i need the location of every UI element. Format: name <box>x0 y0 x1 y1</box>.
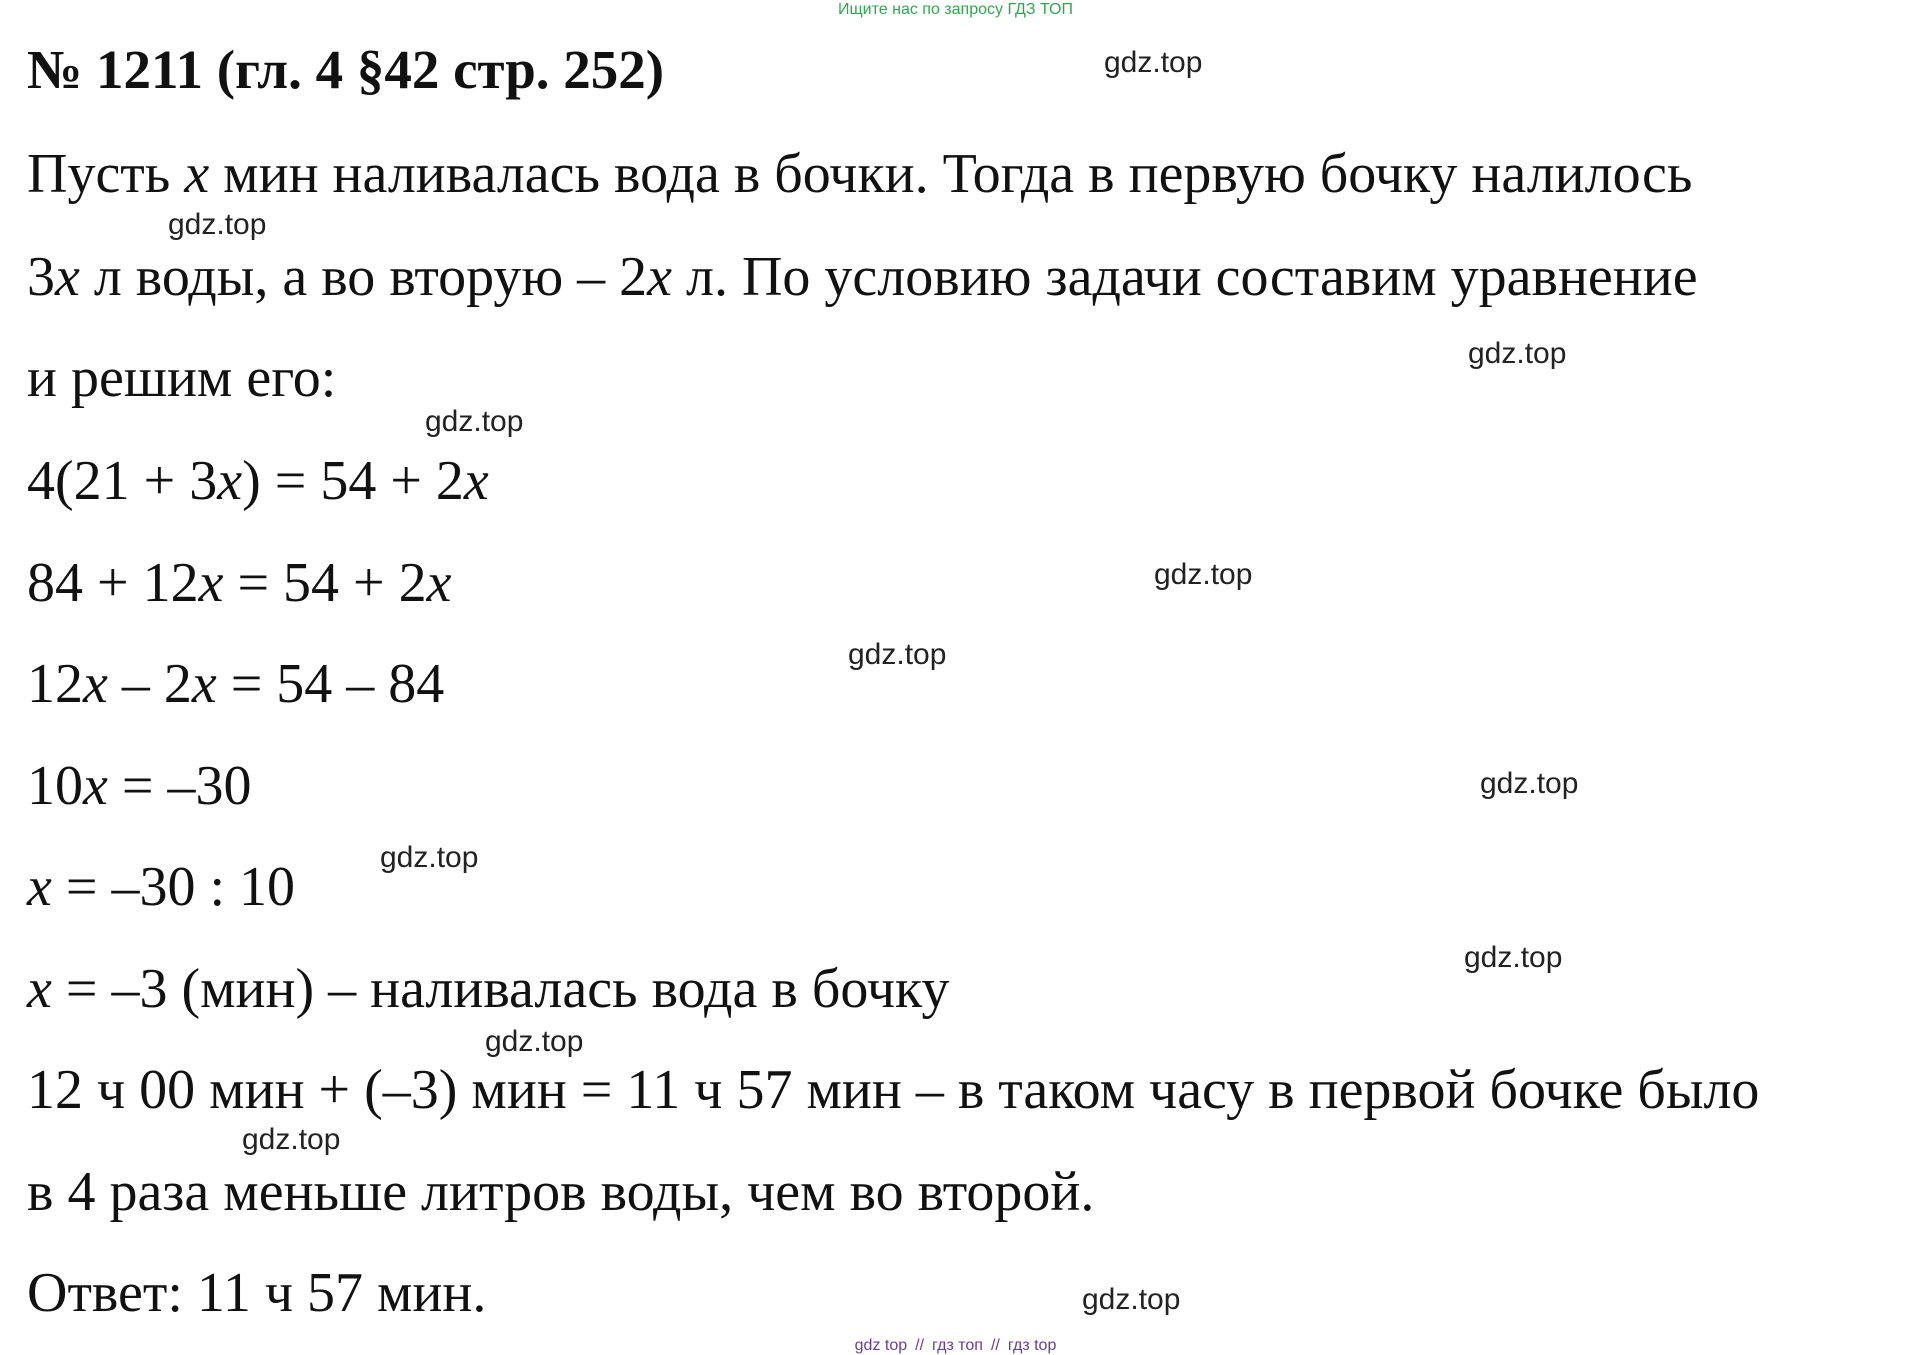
watermark: gdz.top <box>242 1123 341 1156</box>
watermark: gdz.top <box>1154 558 1253 591</box>
problem-title: № 1211 (гл. 4 §42 стр. 252) <box>27 39 665 100</box>
watermark: gdz.top <box>1480 767 1579 800</box>
search-banner-link[interactable]: Ищите нас по запросу ГДЗ ТОП <box>838 1 1073 18</box>
watermark: gdz.top <box>425 405 524 438</box>
footer-link-gdz-top-mixed[interactable]: гдз top <box>1007 1337 1057 1354</box>
equation-line-3: 12x – 2x = 54 – 84 <box>27 653 445 715</box>
watermark: gdz.top <box>1104 46 1203 79</box>
solution-line-10: 12 ч 00 мин + (–3) мин = 11 ч 57 мин – в таком часу в первой бочке было <box>27 1059 1760 1121</box>
watermark: gdz.top <box>1082 1283 1181 1316</box>
equation-line-2: 84 + 12x = 54 + 2x <box>27 552 452 614</box>
equation-line-1: 4(21 + 3x) = 54 + 2x <box>27 450 489 512</box>
watermark: gdz.top <box>1468 337 1567 370</box>
solution-line-1: Пусть x мин наливалась вода в бочки. Тогда в первую бочку налилось <box>27 143 1693 205</box>
footer-separator: // <box>915 1337 925 1354</box>
footer-links <box>0 1337 1911 1355</box>
watermark: gdz.top <box>848 638 947 671</box>
footer-separator: // <box>990 1337 1000 1354</box>
watermark: gdz.top <box>380 841 479 874</box>
solution-line-3: и решим его: <box>27 347 337 409</box>
equation-line-5: x = –30 : 10 <box>27 856 295 918</box>
solution-line-2: 3x л воды, а во вторую – 2x л. По условию задачи составим уравнение <box>27 246 1698 308</box>
answer-line: Ответ: 11 ч 57 мин. <box>27 1262 487 1324</box>
watermark: gdz.top <box>168 208 267 241</box>
footer-link-gdz-top[interactable]: gdz top <box>854 1337 908 1354</box>
equation-line-4: 10x = –30 <box>27 755 252 817</box>
watermark: gdz.top <box>1464 941 1563 974</box>
solution-line-11: в 4 раза меньше литров воды, чем во второй. <box>27 1161 1095 1223</box>
footer-link-gdz-top-ru[interactable]: гдз топ <box>932 1337 983 1354</box>
watermark: gdz.top <box>485 1025 584 1058</box>
equation-line-6: x = –3 (мин) – наливалась вода в бочку <box>27 958 950 1020</box>
